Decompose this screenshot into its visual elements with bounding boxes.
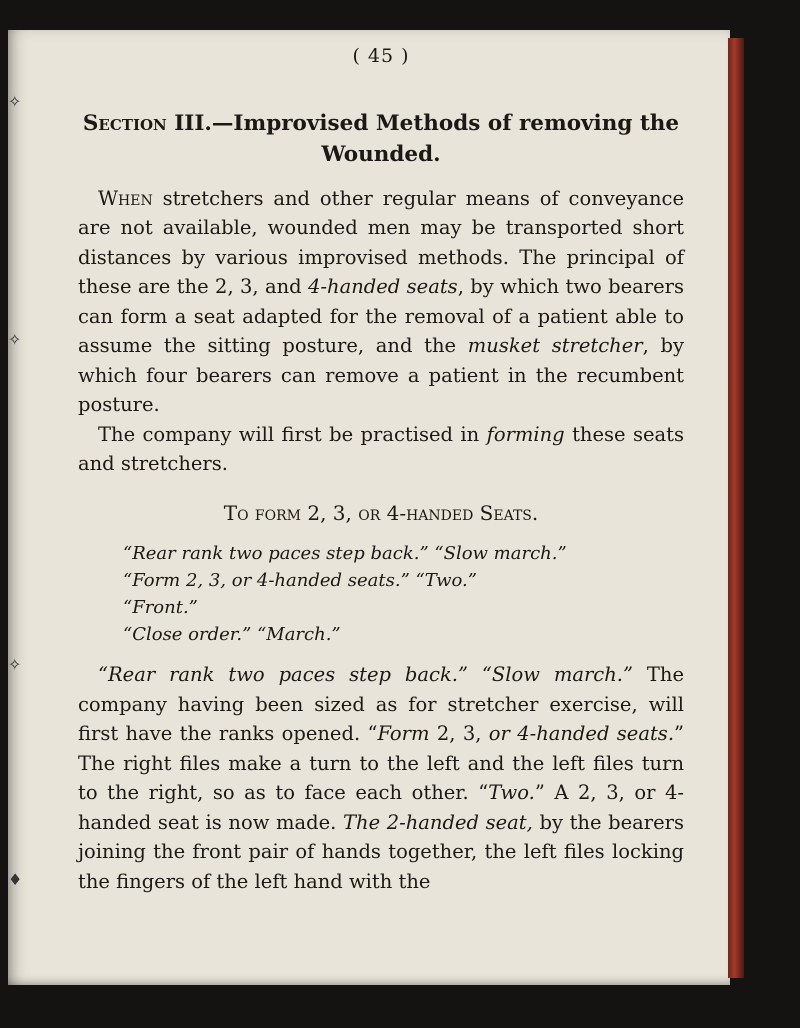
margin-mark: ✧: [8, 655, 22, 674]
command-text: “Form 2, 3, or 4-handed seats.” “Two.”: [123, 570, 477, 591]
command-list: [78, 540, 684, 648]
command-text: “Rear rank two paces step back.” “Slow march.”: [123, 543, 567, 564]
para2-text-2: these seats and stretchers.: [78, 422, 684, 475]
drop-word: When: [98, 186, 153, 210]
page-edge: [728, 38, 744, 978]
command-line: [123, 540, 684, 567]
para2-text-1: The company will first be practised in: [98, 422, 487, 446]
para2-emph-1: forming: [486, 422, 565, 446]
paragraph-2: [78, 420, 684, 479]
para1-emph-2: musket stretcher: [467, 334, 643, 357]
para3-quote-3: Form: [377, 722, 430, 745]
para3-quote-1: “Rear rank two paces step back.”: [98, 663, 468, 686]
margin-mark: ✧: [8, 92, 22, 111]
section-title: [78, 108, 684, 170]
command-line: [123, 621, 684, 648]
book-page: [8, 30, 730, 985]
command-line: [123, 567, 684, 594]
para1-emph-1: 4-handed seats: [308, 275, 458, 298]
para3-text-5: by the bearers joining the front pair of hands together, the left files locking the fingers of the left hand with the: [78, 810, 684, 893]
para1-text-2: , by which two bearers can form a seat adapted for the removal of a patient able to assume the sitting posture, and the: [78, 275, 684, 357]
subheading: To form 2, 3, or 4-handed Seats.: [223, 500, 539, 525]
paragraph-3: [78, 660, 684, 896]
para3-text-1: The company having been sized as for stretcher exercise, will first have the ranks opened. “: [78, 663, 684, 745]
para3-text-3: ” The right files make a turn to the left and the left files turn to the right, so as to face each other. “: [78, 722, 684, 804]
section-title-rest: III.—Improvised Methods of removing the Wounded.: [166, 110, 680, 167]
page-number: ( 45 ): [352, 45, 410, 67]
margin-mark: ✧: [8, 330, 22, 349]
para3-quote-5: Two.: [488, 781, 535, 804]
paragraph-1: [78, 184, 684, 420]
command-line: [123, 594, 684, 621]
para3-quote-2: “Slow march.”: [467, 663, 633, 686]
para1-text-3: , by which four bearers can remove a patient in the recumbent posture.: [78, 334, 684, 416]
page-text: [78, 42, 684, 896]
para3-quote-4: or 4-handed seats.: [488, 722, 675, 745]
para3-text-2: 2, 3,: [429, 722, 489, 745]
margin-mark: ♦: [8, 870, 23, 889]
command-text: “Close order.” “March.”: [123, 624, 341, 645]
section-word: Section: [82, 110, 167, 136]
para3-quote-6: The 2-handed seat,: [343, 810, 533, 834]
para1-text-1: stretchers and other regular means of conveyance are not available, wounded men may be transported short distances by various improvised methods. The principal of these are the 2, 3, and: [78, 186, 684, 298]
para3-text-4: ” A 2, 3, or 4-handed seat is now made.: [78, 781, 684, 834]
command-text: “Front.”: [123, 597, 198, 618]
